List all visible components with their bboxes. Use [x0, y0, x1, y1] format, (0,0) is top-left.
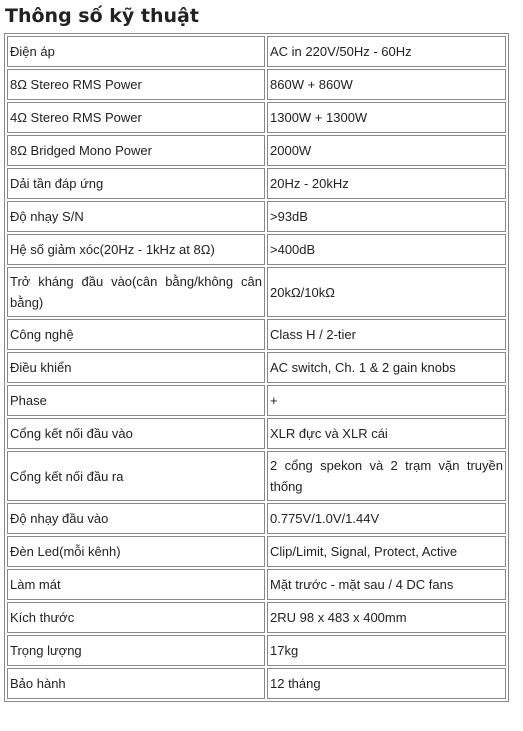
spec-value: 0.775V/1.0V/1.44V [267, 503, 506, 534]
table-row [7, 385, 506, 416]
table-row [7, 352, 506, 383]
table-row [7, 267, 506, 317]
spec-label: 8Ω Stereo RMS Power [7, 69, 265, 100]
spec-value: 2RU 98 x 483 x 400mm [267, 602, 506, 633]
table-row [7, 602, 506, 633]
table-row [7, 536, 506, 567]
spec-value: 17kg [267, 635, 506, 666]
spec-label: Làm mát [7, 569, 265, 600]
spec-label: Độ nhạy đầu vào [7, 503, 265, 534]
spec-label: Trở kháng đầu vào(cân bằng/không cân bằng) [7, 267, 265, 317]
table-row [7, 135, 506, 166]
spec-value: + [267, 385, 506, 416]
table-row [7, 69, 506, 100]
table-row [7, 635, 506, 666]
spec-label: 4Ω Stereo RMS Power [7, 102, 265, 133]
spec-value: Mặt trước - mặt sau / 4 DC fans [267, 569, 506, 600]
spec-label: Trọng lượng [7, 635, 265, 666]
page-title: Thông số kỹ thuật [5, 5, 199, 27]
table-row [7, 102, 506, 133]
spec-value: 20kΩ/10kΩ [267, 267, 506, 317]
table-row [7, 234, 506, 265]
spec-label: Cổng kết nối đầu vào [7, 418, 265, 449]
spec-label: 8Ω Bridged Mono Power [7, 135, 265, 166]
spec-label: Phase [7, 385, 265, 416]
table-row [7, 668, 506, 699]
spec-value: Class H / 2-tier [267, 319, 506, 350]
spec-value: 20Hz - 20kHz [267, 168, 506, 199]
table-row [7, 418, 506, 449]
table-row [7, 319, 506, 350]
table-row [7, 201, 506, 232]
spec-value: 860W + 860W [267, 69, 506, 100]
spec-label: Bảo hành [7, 668, 265, 699]
spec-label: Hệ số giảm xóc(20Hz - 1kHz at 8Ω) [7, 234, 265, 265]
spec-table [4, 33, 509, 702]
spec-value: XLR đực và XLR cái [267, 418, 506, 449]
table-row [7, 168, 506, 199]
spec-value: >93dB [267, 201, 506, 232]
spec-label: Kích thước [7, 602, 265, 633]
table-row [7, 503, 506, 534]
spec-value: AC in 220V/50Hz - 60Hz [267, 36, 506, 67]
spec-label: Độ nhạy S/N [7, 201, 265, 232]
spec-value: 12 tháng [267, 668, 506, 699]
spec-label: Điều khiển [7, 352, 265, 383]
spec-value: 1300W + 1300W [267, 102, 506, 133]
spec-label: Đèn Led(mỗi kênh) [7, 536, 265, 567]
spec-label: Cổng kết nối đầu ra [7, 451, 265, 501]
spec-value: Clip/Limit, Signal, Protect, Active [267, 536, 506, 567]
spec-label: Điện áp [7, 36, 265, 67]
spec-value: 2000W [267, 135, 506, 166]
table-row [7, 451, 506, 501]
spec-value: AC switch, Ch. 1 & 2 gain knobs [267, 352, 506, 383]
spec-value: >400dB [267, 234, 506, 265]
spec-label: Dải tần đáp ứng [7, 168, 265, 199]
table-row [7, 36, 506, 67]
spec-value: 2 cổng spekon và 2 trạm vặn truyền thống [267, 451, 506, 501]
spec-label: Công nghệ [7, 319, 265, 350]
table-row [7, 569, 506, 600]
